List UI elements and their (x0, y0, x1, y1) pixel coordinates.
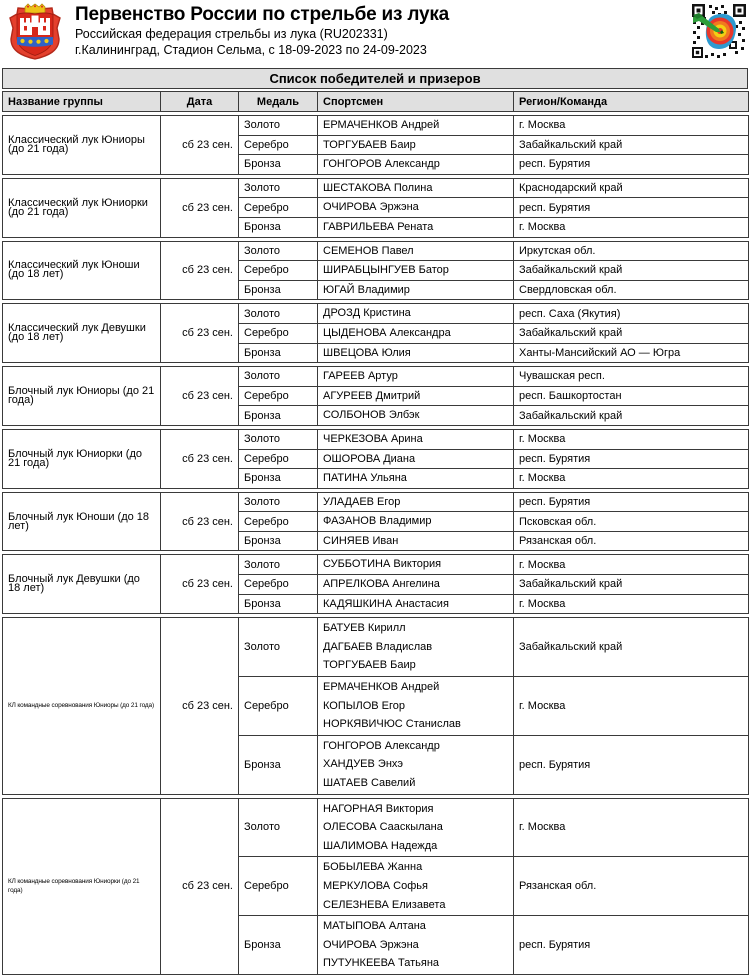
athletes-cell (318, 367, 514, 387)
athletes-cell (318, 857, 514, 916)
results-groups (0, 115, 750, 975)
athletes-cell (318, 304, 514, 324)
medal-row (3, 241, 749, 261)
athlete-name: АГУРЕЕВ Дмитрий (323, 389, 421, 402)
athlete-name: ДАГБАЕВ Владислав (323, 640, 433, 653)
region-cell: Рязанская обл. (514, 531, 749, 551)
athletes-cell (318, 555, 514, 575)
medal-row (3, 429, 749, 449)
medal-cell: Бронза (239, 594, 318, 614)
group-name-cell: Классический лук Юноши (до 18 лет) (3, 241, 161, 300)
athlete-name: ЦЫДЕНОВА Александра (323, 326, 451, 339)
athlete-name: БАТУЕВ Кирилл (323, 622, 406, 635)
athlete-name: НОРКЯВИЧЮС Станислав (323, 718, 461, 731)
col-header-region: Регион/Команда (514, 92, 749, 112)
result-group (2, 492, 749, 552)
medal-cell: Золото (239, 429, 318, 449)
medal-row (3, 618, 749, 677)
athlete-name: ДРОЗД Кристина (323, 307, 411, 320)
athlete-name: КОПЫЛОВ Егор (323, 699, 405, 712)
athletes-cell (318, 512, 514, 532)
medal-cell: Серебро (239, 449, 318, 469)
region-cell: г. Москва (514, 594, 749, 614)
medal-cell: Серебро (239, 857, 318, 916)
medal-cell: Бронза (239, 469, 318, 489)
header-text-block (63, 3, 685, 58)
athletes-cell (318, 135, 514, 155)
region-cell: Чувашская респ. (514, 367, 749, 387)
group-name-cell: КЛ командные соревнования Юниорки (до 21 года) (3, 798, 161, 974)
col-header-medal: Медаль (239, 92, 318, 112)
medal-cell: Бронза (239, 735, 318, 794)
medal-row (3, 555, 749, 575)
group-name-cell: КЛ командные соревнования Юниоры (до 21 года) (3, 618, 161, 794)
date-cell: сб 23 сен. (161, 618, 239, 794)
group-name-cell: Классический лук Юниоры (до 21 года) (3, 116, 161, 175)
medal-cell: Серебро (239, 135, 318, 155)
athletes-cell (318, 323, 514, 343)
result-group (2, 115, 749, 175)
medal-cell: Серебро (239, 677, 318, 736)
medal-cell: Серебро (239, 575, 318, 595)
date-cell: сб 23 сен. (161, 116, 239, 175)
medal-cell: Серебро (239, 198, 318, 218)
athlete-name: ШВЕЦОВА Юлия (323, 346, 411, 359)
region-cell: Иркутская обл. (514, 241, 749, 261)
athletes-cell (318, 798, 514, 857)
athletes-cell (318, 280, 514, 300)
athletes-cell (318, 241, 514, 261)
athletes-cell (318, 916, 514, 975)
athletes-cell (318, 429, 514, 449)
athlete-name: ОШОРОВА Диана (323, 452, 416, 465)
region-cell: респ. Бурятия (514, 449, 749, 469)
athletes-cell (318, 386, 514, 406)
athlete-name: УЛАДАЕВ Егор (323, 495, 401, 508)
medal-cell: Золото (239, 304, 318, 324)
medal-cell: Золото (239, 241, 318, 261)
group-name-cell: Классический лук Юниорки (до 21 года) (3, 178, 161, 237)
region-cell: Рязанская обл. (514, 857, 749, 916)
athletes-cell (318, 406, 514, 426)
medal-row (3, 492, 749, 512)
region-cell: респ. Бурятия (514, 735, 749, 794)
col-header-date: Дата (161, 92, 239, 112)
result-group (2, 554, 749, 614)
region-cell: Ханты-Мансийский АО — Югра (514, 343, 749, 363)
region-cell: Забайкальский край (514, 575, 749, 595)
athletes-cell (318, 198, 514, 218)
athlete-name: ШАТАЕВ Савелий (323, 777, 416, 789)
athlete-name: ШИРАБЦЫНГУЕВ Батор (323, 264, 449, 277)
region-cell: г. Москва (514, 798, 749, 857)
region-cell: Забайкальский край (514, 135, 749, 155)
athletes-cell (318, 343, 514, 363)
result-group (2, 241, 749, 301)
medal-cell: Бронза (239, 531, 318, 551)
athlete-name: СЕЛЕЗНЕВА Елизавета (323, 898, 446, 911)
table-title: Список победителей и призеров (2, 68, 748, 89)
medal-row (3, 367, 749, 387)
date-cell: сб 23 сен. (161, 304, 239, 363)
athlete-name: АПРЕЛКОВА Ангелина (323, 578, 440, 591)
date-cell: сб 23 сен. (161, 178, 239, 237)
federation-subtitle: Российская федерация стрельбы из лука (RU202331) (75, 27, 388, 41)
group-name-cell: Блочный лук Юноши (до 18 лет) (3, 492, 161, 551)
medal-cell: Серебро (239, 386, 318, 406)
date-cell: сб 23 сен. (161, 367, 239, 426)
athlete-name: ЕРМАЧЕНКОВ Андрей (323, 119, 440, 131)
medal-cell: Серебро (239, 261, 318, 281)
result-group (2, 429, 749, 489)
athlete-name: ФАЗАНОВ Владимир (323, 515, 432, 528)
region-cell: Свердловская обл. (514, 280, 749, 300)
region-cell: г. Москва (514, 555, 749, 575)
date-cell: сб 23 сен. (161, 492, 239, 551)
athlete-name: ПАТИНА Ульяна (323, 472, 407, 485)
medal-cell: Золото (239, 618, 318, 677)
result-group (2, 178, 749, 238)
medal-cell: Золото (239, 492, 318, 512)
athletes-cell (318, 575, 514, 595)
athletes-cell (318, 618, 514, 677)
medal-row (3, 798, 749, 857)
athletes-cell (318, 735, 514, 794)
athlete-name: ТОРГУБАЕВ Баир (323, 138, 416, 151)
region-cell: респ. Бурятия (514, 492, 749, 512)
group-name-cell: Классический лук Девушки (до 18 лет) (3, 304, 161, 363)
athlete-name: МЕРКУЛОВА Софья (323, 879, 428, 892)
athletes-cell (318, 261, 514, 281)
kaliningrad-coat-of-arms-icon (7, 3, 63, 61)
region-cell: Краснодарский край (514, 178, 749, 198)
region-cell: респ. Бурятия (514, 155, 749, 175)
medal-cell: Бронза (239, 343, 318, 363)
medal-cell: Золото (239, 116, 318, 136)
region-cell: Забайкальский край (514, 261, 749, 281)
medal-cell: Бронза (239, 155, 318, 175)
athletes-cell (318, 677, 514, 736)
athletes-cell (318, 449, 514, 469)
athlete-name: ГОНГОРОВ Александр (323, 158, 440, 171)
athlete-name: СОЛБОНОВ Элбэк (323, 409, 420, 422)
athlete-name: ГАРЕЕВ Артур (323, 370, 398, 383)
region-cell: респ. Бурятия (514, 916, 749, 975)
medal-cell: Золото (239, 555, 318, 575)
athlete-name: ЧЕРКЕЗОВА Арина (323, 432, 423, 445)
medal-cell: Бронза (239, 280, 318, 300)
medal-cell: Бронза (239, 916, 318, 975)
athlete-name: ХАНДУЕВ Энхэ (323, 758, 404, 771)
date-cell: сб 23 сен. (161, 241, 239, 300)
medal-cell: Бронза (239, 406, 318, 426)
col-header-athlete: Спортсмен (318, 92, 514, 112)
document-header (0, 0, 750, 66)
region-cell: г. Москва (514, 116, 749, 136)
athletes-cell (318, 155, 514, 175)
athlete-name: ОЧИРОВА Эржэна (323, 938, 419, 951)
athletes-cell (318, 492, 514, 512)
group-name-cell: Блочный лук Юниоры (до 21 года) (3, 367, 161, 426)
column-header-row (2, 91, 749, 112)
medal-row (3, 178, 749, 198)
athlete-name: ШАЛИМОВА Надежда (323, 839, 438, 852)
athlete-name: ШЕСТАКОВА Полина (323, 181, 433, 194)
athlete-name: ЮГАЙ Владимир (323, 283, 410, 296)
region-cell: г. Москва (514, 429, 749, 449)
venue-dates-subtitle: г.Калининград, Стадион Сельма, с 18-09-2023 по 24-09-2023 (75, 43, 427, 57)
result-group (2, 617, 749, 794)
athlete-name: НАГОРНАЯ Виктория (323, 802, 434, 815)
region-cell: г. Москва (514, 677, 749, 736)
athletes-cell (318, 469, 514, 489)
athlete-name: ОЧИРОВА Эржэна (323, 201, 419, 214)
qr-code-icon (691, 3, 747, 59)
athlete-name: СЕМЕНОВ Павел (323, 244, 414, 257)
region-cell: респ. Саха (Якутия) (514, 304, 749, 324)
athlete-name: МАТЫПОВА Алтана (323, 920, 426, 933)
medal-cell: Золото (239, 178, 318, 198)
date-cell: сб 23 сен. (161, 555, 239, 614)
region-cell: г. Москва (514, 469, 749, 489)
athlete-name: СИНЯЕВ Иван (323, 534, 399, 547)
athlete-name: СУББОТИНА Виктория (323, 558, 442, 571)
athletes-cell (318, 178, 514, 198)
athletes-cell (318, 594, 514, 614)
athlete-name: ГОНГОРОВ Александр (323, 739, 440, 752)
group-name-cell: Блочный лук Девушки (до 18 лет) (3, 555, 161, 614)
result-group (2, 366, 749, 426)
athlete-name: КАДЯШКИНА Анастасия (323, 597, 449, 610)
athlete-name: ЕРМАЧЕНКОВ Андрей (323, 681, 440, 694)
region-cell: Псковская обл. (514, 512, 749, 532)
col-header-group-name: Название группы (3, 92, 161, 112)
athlete-name: ГАВРИЛЬЕВА Рената (323, 220, 434, 233)
medal-cell: Серебро (239, 323, 318, 343)
result-group (2, 798, 749, 975)
athletes-cell (318, 116, 514, 136)
date-cell: сб 23 сен. (161, 429, 239, 488)
medal-cell: Серебро (239, 512, 318, 532)
medal-row (3, 304, 749, 324)
medal-cell: Бронза (239, 217, 318, 237)
athletes-cell (318, 217, 514, 237)
athlete-name: ОЛЕСОВА Сааскылана (323, 821, 443, 834)
athlete-name: БОБЫЛЕВА Жанна (323, 861, 423, 874)
region-cell: г. Москва (514, 217, 749, 237)
date-cell: сб 23 сен. (161, 798, 239, 974)
athletes-cell (318, 531, 514, 551)
region-cell: Забайкальский край (514, 323, 749, 343)
medal-row (3, 116, 749, 136)
region-cell: респ. Бурятия (514, 198, 749, 218)
region-cell: Забайкальский край (514, 406, 749, 426)
athlete-name: ПУТУНКЕЕВА Татьяна (323, 957, 440, 970)
page-title: Первенство России по стрельбе из лука (75, 4, 450, 25)
athlete-name: ТОРГУБАЕВ Баир (323, 659, 416, 672)
medal-cell: Золото (239, 798, 318, 857)
result-group (2, 303, 749, 363)
region-cell: Забайкальский край (514, 618, 749, 677)
medal-cell: Золото (239, 367, 318, 387)
group-name-cell: Блочный лук Юниорки (до 21 года) (3, 429, 161, 488)
region-cell: респ. Башкортостан (514, 386, 749, 406)
